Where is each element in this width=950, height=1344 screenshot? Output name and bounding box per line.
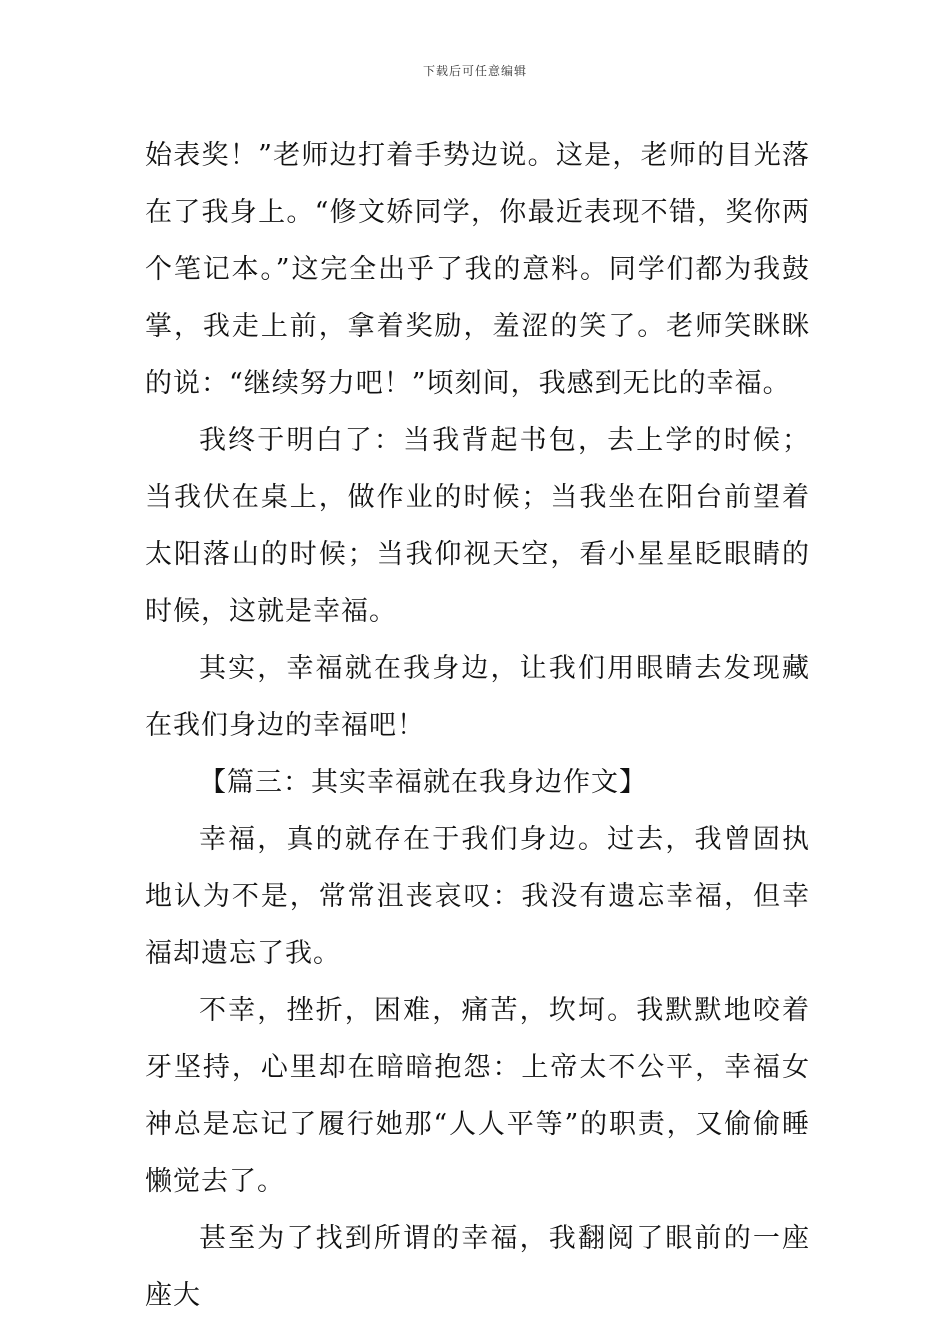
paragraph: 始表奖！”老师边打着手势边说。这是，老师的目光落在了我身上。“修文娇同学，你最近表现不错，奖你两个笔记本。”这完全出乎了我的意料。同学们都为我鼓掌，我走上前，拿着奖励，羞涩的笑了。老师笑眯眯的说：“继续努力吧！”顷刻间，我感到无比的幸福。 (145, 140, 810, 399)
paragraph: 我终于明白了：当我背起书包，去上学的时候；当我伏在桌上，做作业的时候；当我坐在阳台前望着太阳落山的时候；当我仰视天空，看小星星眨眼睛的时候，这就是幸福。 (145, 425, 810, 627)
document-body (145, 127, 810, 1324)
paragraph: 幸福，真的就存在于我们身边。过去，我曾固执地认为不是，常常沮丧哀叹：我没有遗忘幸福，但幸福却遗忘了我。 (145, 824, 810, 969)
paragraph: 其实，幸福就在我身边，让我们用眼睛去发现藏在我们身边的幸福吧！ (145, 653, 810, 741)
paragraph: 不幸，挫折，困难，痛苦，坎坷。我默默地咬着牙坚持，心里却在暗暗抱怨：上帝太不公平，幸福女神总是忘记了履行她那“人人平等”的职责，又偷偷睡懒觉去了。 (145, 995, 810, 1197)
paragraph: 甚至为了找到所谓的幸福，我翻阅了眼前的一座座大 (145, 1223, 810, 1311)
section-heading: 【篇三：其实幸福就在我身边作文】 (199, 767, 647, 798)
header-note: 下载后可任意编辑 (422, 64, 527, 78)
